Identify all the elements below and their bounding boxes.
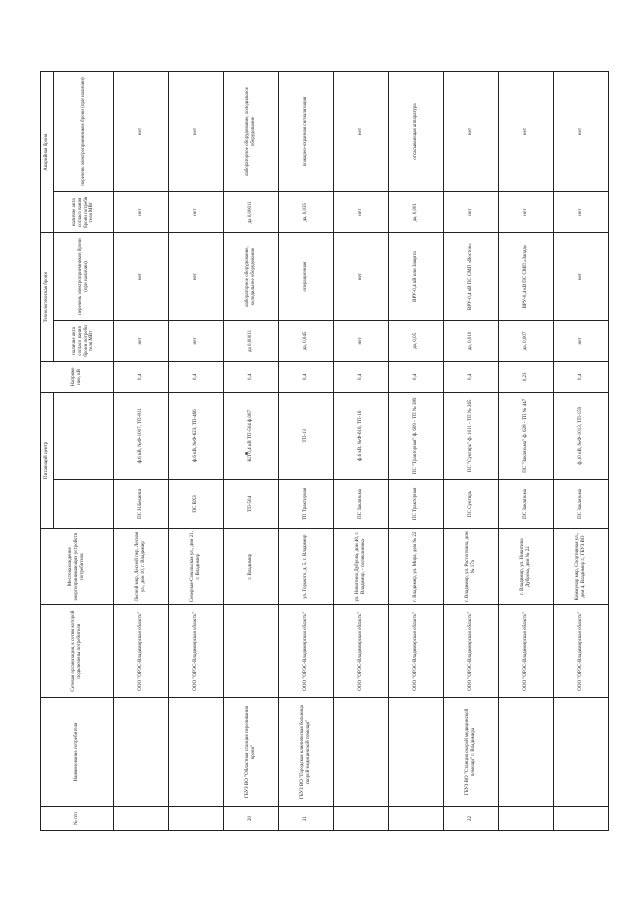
row-network-org: ООО "ОРЭС-Владимирская область" — [389, 605, 444, 698]
row-consumer: ГБУЗ ВО "Станция скорой медицинской помощи" г. Владимира — [444, 697, 499, 806]
row-consumer — [114, 697, 169, 806]
rotated-page — [40, 71, 600, 831]
row-location: Северная-Сокольская ул., дом 21, г. Владимир — [169, 528, 224, 604]
row-emerg-list: пожарно-охранная сигнализация — [279, 72, 334, 192]
header-emerg-act: наличие акта согласо вания брони потреби теля МВт — [54, 192, 114, 233]
row-num — [334, 807, 389, 831]
row-consumer — [499, 697, 554, 806]
row-consumer: ГБУЗ ВО "Городская клиническая больница скорой медицинской помощи" — [279, 697, 334, 806]
header-emerg-list: перечень электроприемников брони (при наличии) — [54, 72, 114, 192]
row-feeder: ПС "Тракторная" ф. 609 - ТП № 389 — [389, 392, 444, 479]
row-feeder: ПС "Заклязьма" ф. 628 - ТП № 447 — [499, 392, 554, 479]
table-row — [114, 72, 169, 831]
reservation-table — [40, 71, 609, 831]
row-emerg-list: нет — [169, 72, 224, 192]
header-feeder-blank — [54, 392, 114, 479]
row-emerg-act: нет — [114, 192, 169, 233]
row-tech-act: да, 0,007 — [499, 320, 554, 361]
row-num: 20 — [224, 807, 279, 831]
header-tech-act: наличие акта согласо вания брони потреби теля МВт — [54, 320, 114, 361]
header-consumer: Наименование потребителя — [41, 697, 114, 806]
row-num: 22 — [444, 807, 499, 831]
row-feeder: ф.6 кВ, №Ф-1007, ТП-811 — [114, 392, 169, 479]
row-emerg-act: нет — [444, 192, 499, 233]
row-num — [499, 807, 554, 831]
row-emerg-list: нет — [554, 72, 609, 192]
row-emerg-act: нет — [169, 192, 224, 233]
row-voltage: 0,4 — [114, 362, 169, 393]
row-network-org: ООО "ОРЭС-Владимирская область" — [444, 605, 499, 698]
row-network-org: ООО "ОРЭС-Владимирская область" — [279, 605, 334, 698]
row-tech-act: да, 0,05 — [389, 320, 444, 361]
row-location: г. Владимир, ул. Растопчина, дом № 17а — [444, 528, 499, 604]
row-network-org: ООО "ОРЭС-Владимирская область" — [114, 605, 169, 698]
header-voltage: Напряже ние, кВ — [41, 362, 114, 393]
row-feeder: ф.6 кВ, №Ф-623, ТП-466 — [169, 392, 224, 479]
row-source: ПС ВХЗ — [169, 479, 224, 528]
table-row — [554, 72, 609, 831]
header-location: Местонахождение энергопринимающих устройств потребителя — [41, 528, 114, 604]
table-row — [224, 72, 279, 831]
row-source: ПС Заклязьма — [334, 479, 389, 528]
row-emerg-list: нет — [499, 72, 554, 192]
row-network-org: ООО "ОРЭС-Владимирская область" — [169, 605, 224, 698]
row-feeder: ф.6 кВ, №Ф-616, ТП-16 — [334, 392, 389, 479]
row-tech-act: да, 0,045 — [279, 320, 334, 361]
row-emerg-act: да, 0,035 — [279, 192, 334, 233]
row-emerg-list: отсасывающая аппаратура — [389, 72, 444, 192]
row-network-org — [224, 605, 279, 698]
row-tech-list: лабораторное оборудование, холодильное оборудование — [224, 233, 279, 320]
row-location: г. Владимир, ул. Мира, дом № 22 — [389, 528, 444, 604]
row-voltage: 0,4 — [389, 362, 444, 393]
row-source: ПС Н.Бекинш — [114, 479, 169, 528]
row-emerg-act: нет — [334, 192, 389, 233]
header-supply-center: Питающий центр — [41, 392, 54, 528]
table-row — [389, 72, 444, 831]
row-emerg-act: да 0,00011 — [224, 192, 279, 233]
row-consumer: ГБУЗ ВО "Областная станция переливания крови" — [224, 697, 279, 806]
row-emerg-list: лабораторное оборудование, холодильное оборудование — [224, 72, 279, 192]
header-emergency-armor: Аварийная броня — [41, 72, 54, 233]
row-voltage: 0,23 — [499, 362, 554, 393]
table-row — [334, 72, 389, 831]
row-voltage: 0,4 — [334, 362, 389, 393]
header-num: № п/п — [41, 807, 114, 831]
row-voltage: 0,4 — [554, 362, 609, 393]
row-tech-act: да 0,00011 — [224, 320, 279, 361]
row-num: 21 — [279, 807, 334, 831]
header-network-org: Сетевая организация, к сетям которой подключены потребители — [41, 605, 114, 698]
row-num — [169, 807, 224, 831]
row-source: ТП-504 — [224, 479, 279, 528]
row-network-org: ООО "ОРЭС-Владимирская область" — [499, 605, 554, 698]
row-tech-act: нет — [114, 320, 169, 361]
row-emerg-act: нет — [554, 192, 609, 233]
table-row — [444, 72, 499, 831]
header-source-blank — [54, 479, 114, 528]
row-location: г. Владимир, ул. Никитина Дуброва, дом № 22 — [499, 528, 554, 604]
table-row — [279, 72, 334, 831]
row-feeder: ПС "Сунгирь" ф. 1011 - ТП № 265 — [444, 392, 499, 479]
row-emerg-list: нет — [114, 72, 169, 192]
row-consumer — [389, 697, 444, 806]
row-feeder: КЛ 0,4 кВ ТП-504 ф.067 — [224, 392, 279, 479]
row-voltage: 0,4 — [224, 362, 279, 393]
header-tech-armor: Технологическая броня — [41, 233, 54, 362]
table-row — [499, 72, 554, 831]
row-location: Лесной мкр, Лесной пер, Лесная ул., дом 10, г. Владимир — [114, 528, 169, 604]
row-num — [554, 807, 609, 831]
row-tech-list: нет — [114, 233, 169, 320]
row-tech-list: нет — [334, 233, 389, 320]
row-emerg-act: нет — [499, 192, 554, 233]
row-tech-list: нет — [169, 233, 224, 320]
row-voltage: 0,4 — [279, 362, 334, 393]
table-row — [169, 72, 224, 831]
row-consumer — [334, 697, 389, 806]
row-emerg-list: нет — [334, 72, 389, 192]
row-source: ПС Заклязьма — [499, 479, 554, 528]
row-source: ПС Сунгирь — [444, 479, 499, 528]
row-tech-act: нет — [554, 320, 609, 361]
row-consumer — [554, 697, 609, 806]
row-tech-list: ВРУ-0,4 кВ ПС СМП «Восток» — [444, 233, 499, 320]
row-location: г. Владимир — [224, 528, 279, 604]
row-feeder: ф.10 кВ, №Ф-1013, ТП-159 — [554, 392, 609, 479]
row-location: ул. Горького, д. 5, г. Владимир — [279, 528, 334, 604]
row-emerg-act: да, 0,001 — [389, 192, 444, 233]
row-num — [389, 807, 444, 831]
row-tech-act: да, 0,010 — [444, 320, 499, 361]
row-location: ул. Никитина Дуброва, дом 40, г. Владимир, - поликлиника — [334, 528, 389, 604]
row-network-org: ООО "ОРЭС-Владимирская область" — [554, 605, 609, 698]
row-num — [114, 807, 169, 831]
row-tech-list: операционная — [279, 233, 334, 320]
row-voltage: 0,4 — [444, 362, 499, 393]
row-consumer — [169, 697, 224, 806]
row-source: ПС Заклязьма — [554, 479, 609, 528]
row-source: ТП Тракторная — [279, 479, 334, 528]
row-tech-act: нет — [169, 320, 224, 361]
row-location: Коммунар мкр, Спортивная ул., дом 4, Владимир г., ГБУЗ ВО — [554, 528, 609, 604]
row-network-org: ООО "ОРЭС-Владимирская область" — [334, 605, 389, 698]
header-tech-list: перечень электроприемников брони (при наличии) — [54, 233, 114, 320]
row-emerg-list: нет — [444, 72, 499, 192]
row-tech-act: нет — [334, 320, 389, 361]
row-tech-list: ВРУ-0,4 кВ ПС СМП «Запад» — [499, 233, 554, 320]
row-voltage: 0,4 — [169, 362, 224, 393]
row-tech-list: нет — [554, 233, 609, 320]
row-tech-list: ВРУ-0,4 кВ или Защита — [389, 233, 444, 320]
row-feeder: ТП-13 — [279, 392, 334, 479]
row-source: ПС Тракторная — [389, 479, 444, 528]
